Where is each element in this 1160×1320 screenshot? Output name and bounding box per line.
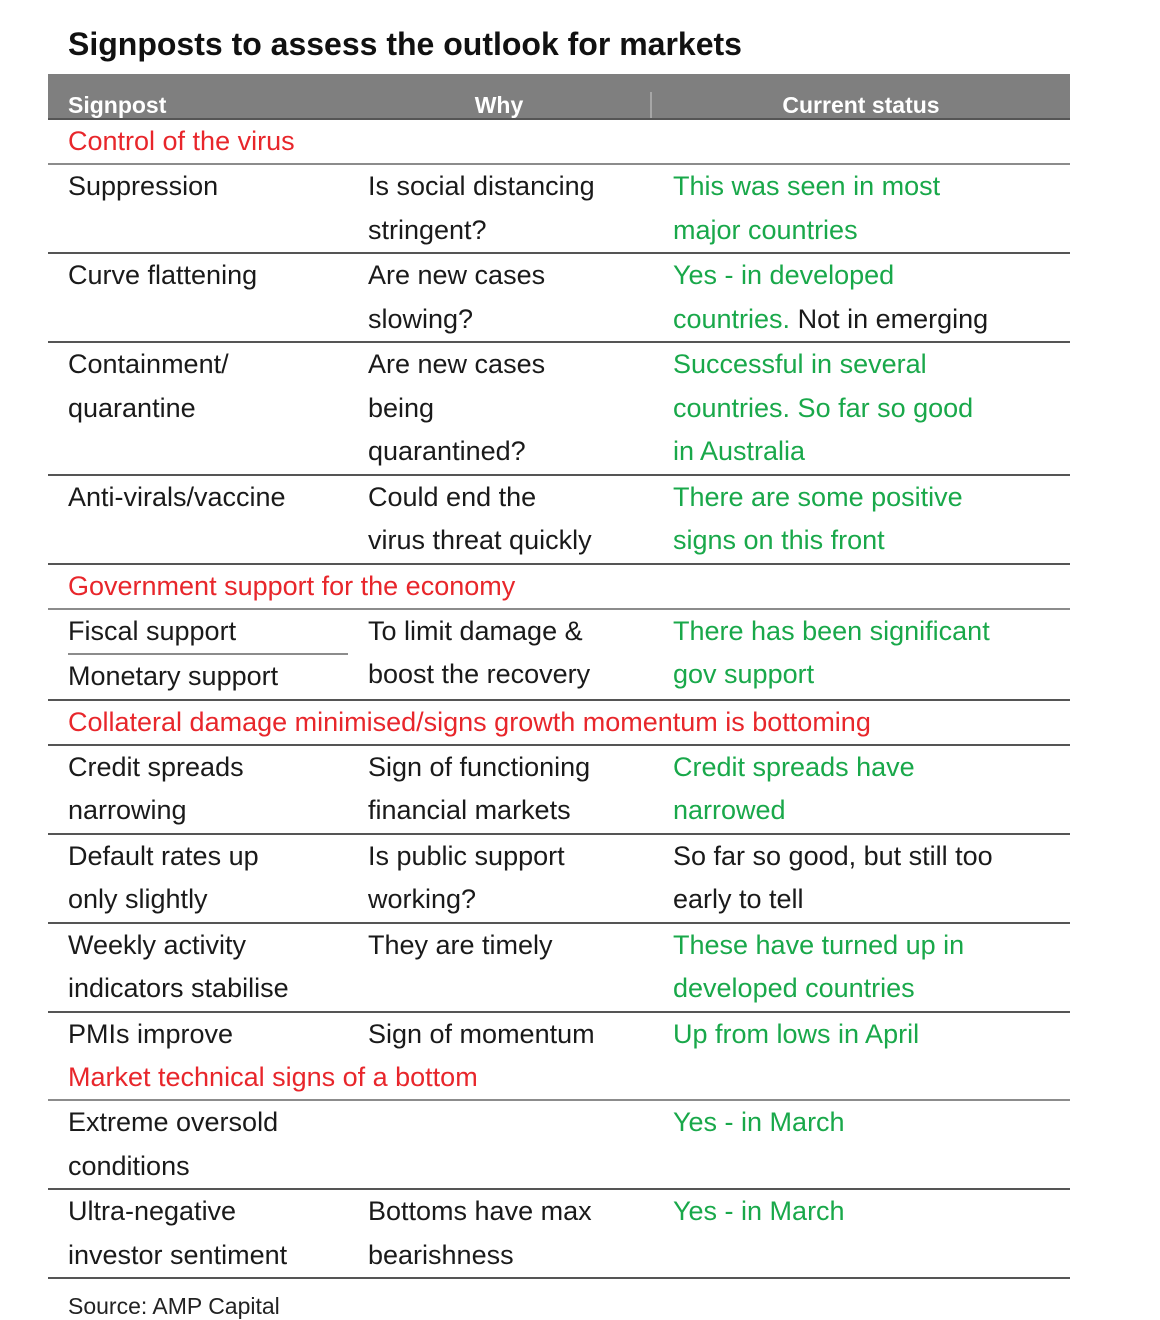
signpost-cell: Extreme oversold conditions: [68, 1107, 279, 1181]
source-note: Source: AMP Capital: [68, 1293, 280, 1319]
why-cell: Are new cases being quarantined?: [368, 349, 546, 466]
table-header: [48, 74, 1070, 120]
table-row: [48, 1101, 1070, 1190]
table-row: [48, 1013, 1070, 1057]
signpost-cell: Suppression: [68, 171, 219, 201]
why-cell: To limit damage & boost the recovery: [368, 615, 591, 689]
status-cell: These have turned up in developed countries: [673, 929, 965, 1003]
signpost-cell: Ultra-negative investor sentiment: [68, 1196, 288, 1270]
signpost-cell: Weekly activity indicators stabilise: [68, 929, 289, 1003]
why-cell: Is social distancing stringent?: [368, 171, 595, 245]
signpost-cell: Curve flattening: [68, 260, 258, 290]
table-row: [48, 835, 1070, 924]
status-cell: So far so good, but still too early to tell: [673, 840, 993, 914]
header-why: Why: [474, 92, 524, 118]
status-cell: There are some positive signs on this front: [673, 481, 963, 555]
status-cell: Successful in several countries. So far so good in Australia: [673, 349, 974, 466]
signpost-cell: Containment/ quarantine: [68, 349, 229, 423]
status-cell: Yes - in March: [673, 1107, 845, 1137]
section-market-technical-signs: Market technical signs of a bottom: [48, 1056, 1070, 1101]
status-cell: Credit spreads have narrowed: [673, 751, 915, 825]
table-row: [48, 610, 1070, 701]
why-cell: [348, 1101, 653, 1188]
why-cell: Sign of functioning financial markets: [368, 751, 591, 825]
table-row: [48, 1190, 1070, 1279]
signpost-cell: PMIs improve: [68, 1018, 234, 1049]
table-row: [48, 924, 1070, 1013]
table-row: [48, 343, 1070, 476]
signpost-cell: Anti-virals/vaccine: [68, 481, 286, 512]
status-cell: Up from lows in April: [673, 1018, 920, 1049]
why-cell: They are timely: [368, 929, 553, 960]
status-cell: There has been significant gov support: [673, 615, 990, 689]
signpost-cell: Default rates up only slightly: [68, 840, 259, 914]
signposts-table: [48, 74, 1070, 1279]
section-control-of-the-virus: Control of the virus: [48, 120, 1070, 165]
section-government-support: Government support for the economy: [48, 565, 1070, 610]
table-row: [48, 254, 1070, 343]
header-current-status: Current status: [650, 92, 1070, 118]
document: [48, 22, 1072, 1320]
why-cell: Bottoms have max bearishness: [368, 1196, 592, 1270]
table-title: Signposts to assess the outlook for markets: [68, 26, 742, 62]
status-cell: Yes - in March: [673, 1196, 845, 1226]
table-row: [48, 165, 1070, 254]
signpost-cell: Fiscal support Monetary support: [48, 610, 348, 699]
table-row: [48, 476, 1070, 565]
table-row: [48, 746, 1070, 835]
why-cell: Sign of momentum: [368, 1018, 595, 1049]
why-cell: Could end the virus threat quickly: [368, 481, 592, 555]
signpost-cell: Credit spreads narrowing: [68, 751, 244, 825]
status-cell: Yes - in developed countries. Not in emerging: [673, 260, 989, 334]
header-signpost: Signpost: [68, 92, 167, 118]
status-cell: This was seen in most major countries: [673, 171, 941, 245]
why-cell: Is public support working?: [368, 840, 565, 914]
why-cell: Are new cases slowing?: [368, 260, 546, 334]
section-collateral-damage: Collateral damage minimised/signs growth momentum is bottoming: [48, 701, 1070, 746]
